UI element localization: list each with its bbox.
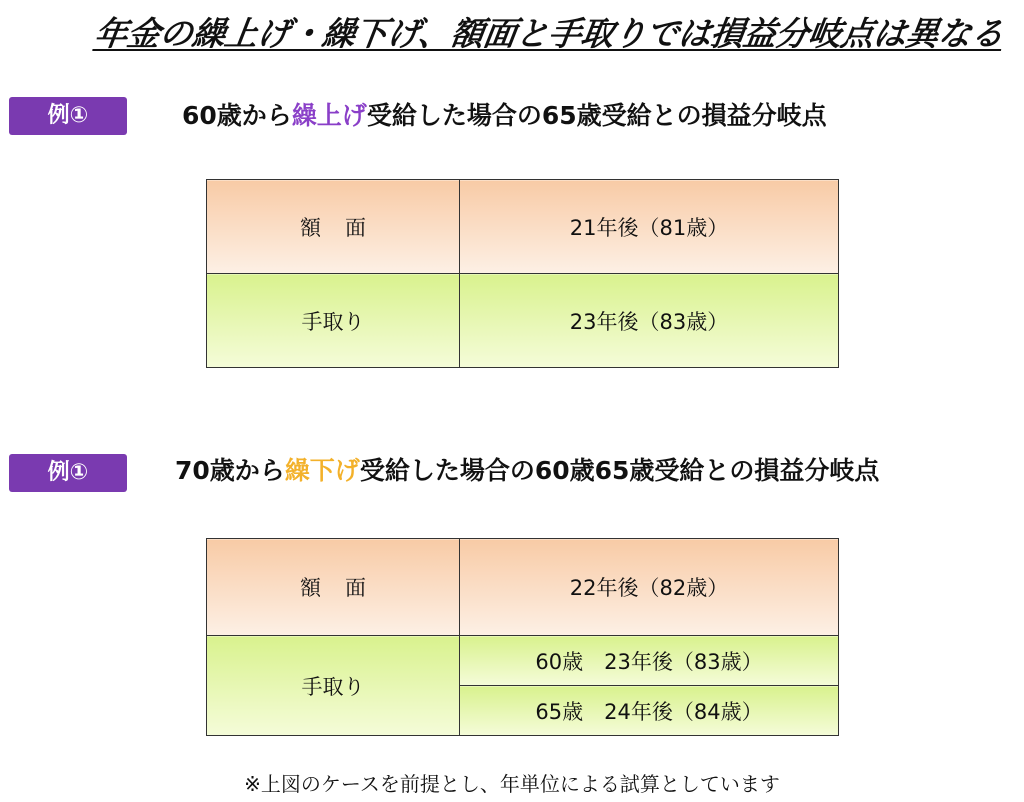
example-2-table xyxy=(206,538,839,736)
page-title: 年金の繰上げ・繰下げ、額面と手取りでは損益分岐点は異なる xyxy=(91,14,1007,53)
row-value-net-65: 65歳 24年後（84歳） xyxy=(460,686,839,736)
row-label-net: 手取り xyxy=(207,274,460,368)
table-row-net-60 xyxy=(207,636,839,686)
example-1-heading-post: 受給した場合の65歳受給との損益分岐点 xyxy=(366,101,827,130)
footnote: ※上図のケースを前提とし、年単位による試算としています xyxy=(244,772,780,796)
row-label-gross: 額面 xyxy=(207,539,460,636)
row-label-net: 手取り xyxy=(207,636,460,736)
table-row-net xyxy=(207,274,839,368)
example-2-heading-pre: 70歳から xyxy=(175,456,285,485)
row-value-net-60: 60歳 23年後（83歳） xyxy=(460,636,839,686)
example-1-heading-highlight: 繰上げ xyxy=(291,101,367,130)
row-value-gross: 22年後（82歳） xyxy=(460,539,839,636)
example-1-table xyxy=(206,179,839,368)
table-row-gross xyxy=(207,539,839,636)
example-2-heading xyxy=(175,455,879,487)
example-1-heading xyxy=(182,100,827,132)
example-badge-2: 例① xyxy=(9,454,127,492)
example-2-heading-highlight: 繰下げ xyxy=(284,456,360,485)
row-label-gross: 額面 xyxy=(207,180,460,274)
table-row-gross xyxy=(207,180,839,274)
row-value-net: 23年後（83歳） xyxy=(460,274,839,368)
example-badge-1: 例① xyxy=(9,97,127,135)
row-value-gross: 21年後（81歳） xyxy=(460,180,839,274)
example-2-heading-post: 受給した場合の60歳65歳受給との損益分岐点 xyxy=(359,456,880,485)
example-1-heading-pre: 60歳から xyxy=(182,101,292,130)
